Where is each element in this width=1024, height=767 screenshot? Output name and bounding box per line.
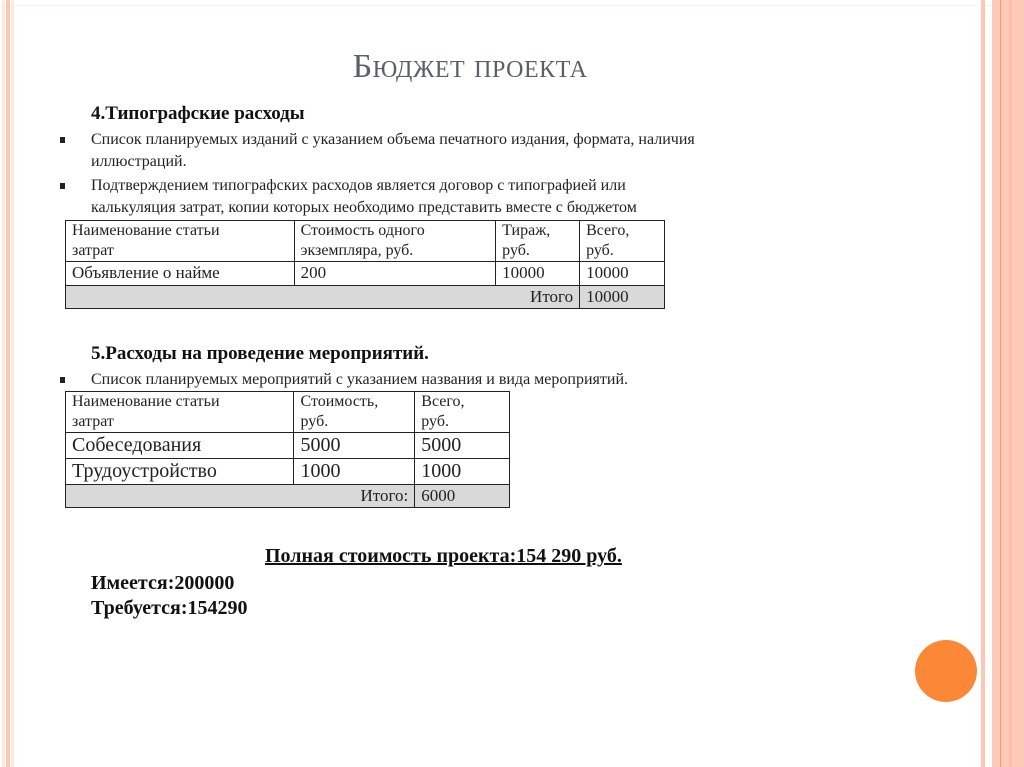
section-4-bullet-1-line-2: иллюстраций. [91, 153, 187, 170]
table-cell: 10000 [496, 262, 580, 286]
total-value: 10000 [580, 286, 665, 309]
table-total-row [66, 485, 510, 508]
right-border-line [1009, 0, 1012, 767]
section-4-bullet-2-line-1: Подтверждением типографских расходов является договор с типографией или [91, 177, 626, 194]
left-border-stripe [6, 0, 10, 767]
total-label: Итого: [66, 485, 415, 508]
section-4-bullet-1-line-1: Список планируемых изданий с указанием объема печатного издания, формата, наличия [91, 131, 695, 148]
section-5-heading: 5.Расходы на проведение мероприятий. [91, 343, 429, 364]
required-funds: Требуется:154290 [91, 597, 248, 619]
section-5-bullet-1: Список планируемых мероприятий с указанием названия и вида мероприятий. [91, 371, 628, 388]
left-border-stripe [11, 0, 14, 767]
section-4-bullet-2-line-2: калькуляция затрат, копии которых необходимо представить вместе с бюджетом [91, 199, 637, 216]
events-costs-table [65, 391, 510, 508]
table-header-row [66, 221, 665, 262]
bullet-icon [60, 183, 65, 189]
total-value: 6000 [415, 485, 510, 508]
table-cell: Объявление о найме [66, 262, 295, 286]
right-border-stripe [981, 0, 985, 767]
table-cell: 5000 [415, 433, 510, 459]
total-label: Итого [66, 286, 580, 309]
table-cell: 10000 [580, 262, 665, 286]
table-cell: Трудоустройство [66, 459, 294, 485]
section-4-heading: 4.Типографские расходы [91, 103, 305, 124]
bullet-icon [60, 377, 65, 383]
project-total-cost: Полная стоимость проекта:154 290 руб. [265, 545, 622, 567]
table-header-row [66, 392, 510, 433]
slide-title: Бюджет проекта [352, 48, 588, 85]
right-border-band [992, 0, 1024, 767]
table-cell: 1000 [415, 459, 510, 485]
table-cell: 1000 [294, 459, 415, 485]
header-cell: Наименование статьи затрат [66, 221, 295, 262]
header-cell: Стоимость, руб. [294, 392, 415, 433]
header-cell: Тираж, руб. [496, 221, 580, 262]
bullet-icon [60, 137, 65, 143]
table-row [66, 433, 510, 459]
header-cell: Стоимость одного экземпляра, руб. [294, 221, 496, 262]
typography-costs-table [65, 220, 665, 309]
table-total-row [66, 286, 665, 309]
table-cell: 5000 [294, 433, 415, 459]
header-cell: Всего, руб. [415, 392, 510, 433]
left-border-stripe [2, 0, 5, 767]
right-border-line [1000, 0, 1001, 767]
orange-circle-decoration [915, 640, 977, 702]
header-cell: Всего, руб. [580, 221, 665, 262]
header-cell: Наименование статьи затрат [66, 392, 294, 433]
table-cell: 200 [294, 262, 496, 286]
available-funds: Имеется:200000 [91, 572, 235, 594]
table-row [66, 459, 510, 485]
table-row [66, 262, 665, 286]
table-cell: Собеседования [66, 433, 294, 459]
top-border-line [0, 5, 1024, 6]
